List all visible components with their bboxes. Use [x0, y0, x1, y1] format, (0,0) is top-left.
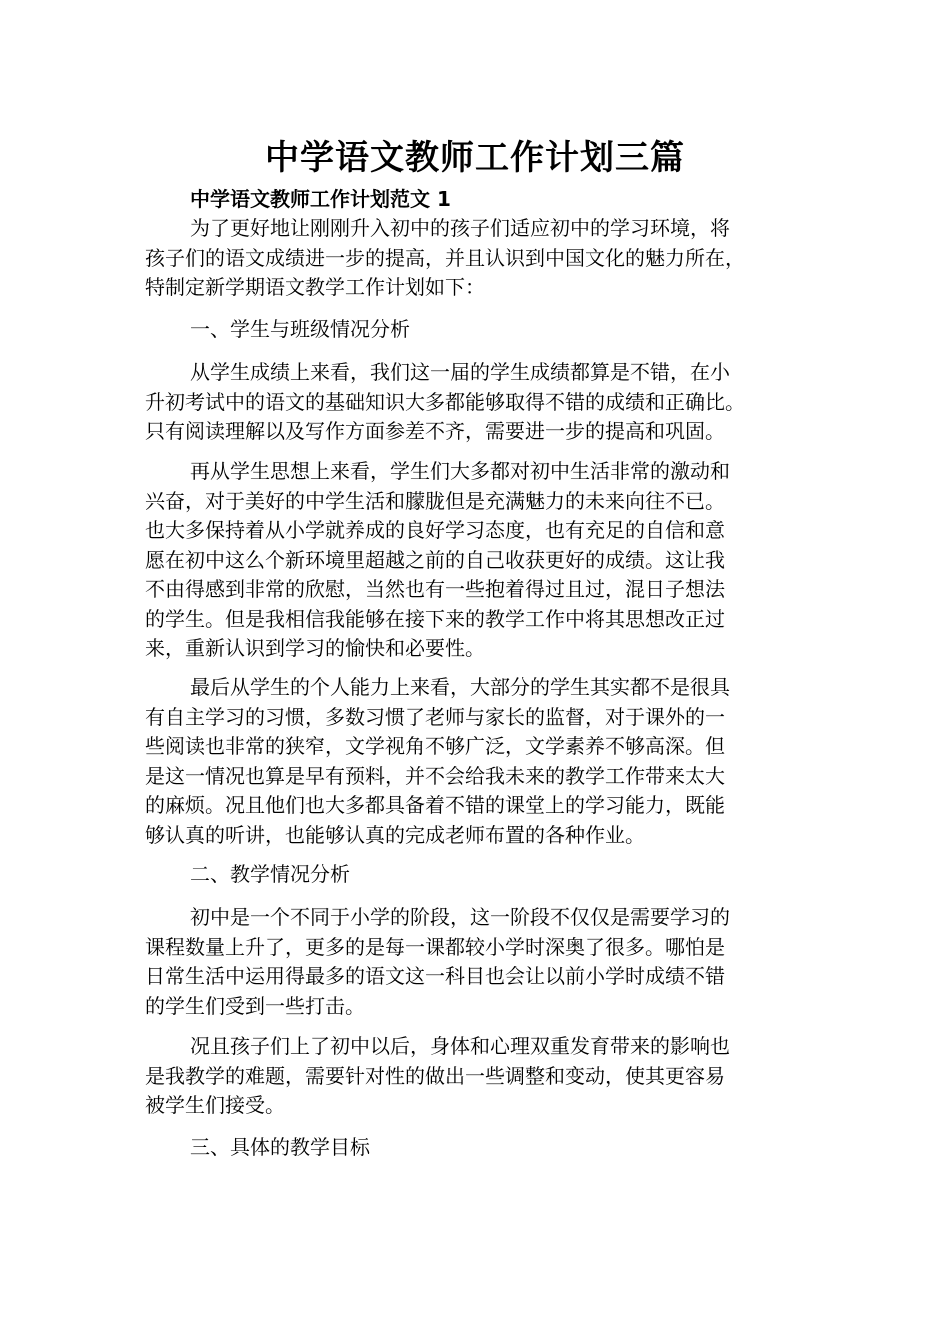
text-line: 孩子们的语文成绩进一步的提高，并且认识到中国文化的魅力所在，: [145, 245, 745, 270]
paragraph-ability: [145, 673, 815, 850]
paragraph-development: [145, 1032, 815, 1121]
paragraph-intro: [145, 214, 815, 303]
text-line: 兴奋，对于美好的中学生活和朦胧但是充满魅力的未来向往不已。: [145, 488, 725, 513]
text-line: 再从学生思想上来看，学生们大多都对初中生活非常的激动和: [190, 459, 730, 483]
section-heading-1: [145, 315, 815, 345]
text-line: 为了更好地让刚刚升入初中的孩子们适应初中的学习环境，将: [190, 216, 730, 240]
paragraph-teaching: [145, 903, 815, 1021]
text-line: 的麻烦。况且他们也大多都具备着不错的课堂上的学习能力，既能: [145, 793, 725, 817]
document-subtitle: 中学语文教师工作计划范文 1: [190, 187, 451, 211]
text-line: 特制定新学期语文教学工作计划如下：: [145, 275, 485, 299]
section-heading-2: [145, 860, 815, 890]
text-line: 有自主学习的习惯，多数习惯了老师与家长的监督，对于课外的一: [145, 704, 725, 729]
text-line: 是我教学的难题，需要针对性的做出一些调整和变动，使其更容易: [145, 1063, 725, 1088]
text-line: 从学生成绩上来看，我们这一届的学生成绩都算是不错，在小: [190, 360, 730, 384]
text-line: 一、学生与班级情况分析: [190, 317, 410, 341]
text-line: 课程数量上升了，更多的是每一课都较小学时深奥了很多。哪怕是: [145, 934, 725, 959]
text-line: 也大多保持着从小学就养成的良好学习态度，也有充足的自信和意: [145, 518, 725, 542]
text-line: 的学生们受到一些打击。: [145, 993, 365, 1018]
text-line: 不由得感到非常的欣慰，当然也有一些抱着得过且过，混日子想法: [145, 577, 725, 601]
text-line: 三、具体的教学目标: [190, 1135, 370, 1159]
document-title: 中学语文教师工作计划三篇: [265, 138, 685, 178]
text-line: 愿在初中这么个新环境里超越之前的自己收获更好的成绩。这让我: [145, 547, 725, 572]
text-line: 是这一情况也算是早有预料，并不会给我未来的教学工作带来太大: [145, 763, 725, 788]
text-line: 升初考试中的语文的基础知识大多都能够取得不错的成绩和正确比。: [145, 389, 745, 414]
text-line: 被学生们接受。: [145, 1093, 285, 1117]
text-line: 来，重新认识到学习的愉快和必要性。: [145, 636, 485, 660]
paragraph-thoughts: [145, 457, 815, 664]
text-line: 些阅读也非常的狭窄，文学视角不够广泛，文学素养不够高深。但: [145, 734, 725, 758]
text-line: 二、教学情况分析: [190, 862, 350, 886]
text-line: 况且孩子们上了初中以后，身体和心理双重发育带来的影响也: [190, 1034, 730, 1058]
text-line: 够认真的听讲，也能够认真的完成老师布置的各种作业。: [145, 822, 645, 847]
text-line: 的学生。但是我相信我能够在接下来的教学工作中将其思想改正过: [145, 606, 725, 631]
text-line: 只有阅读理解以及写作方面参差不齐，需要进一步的提高和巩固。: [145, 419, 725, 443]
text-line: 日常生活中运用得最多的语文这一科目也会让以前小学时成绩不错: [145, 964, 725, 988]
text-line: 最后从学生的个人能力上来看，大部分的学生其实都不是很具: [190, 675, 730, 699]
paragraph-grades: [145, 358, 815, 447]
section-heading-3: [145, 1133, 815, 1163]
text-line: 初中是一个不同于小学的阶段，这一阶段不仅仅是需要学习的: [190, 905, 730, 929]
